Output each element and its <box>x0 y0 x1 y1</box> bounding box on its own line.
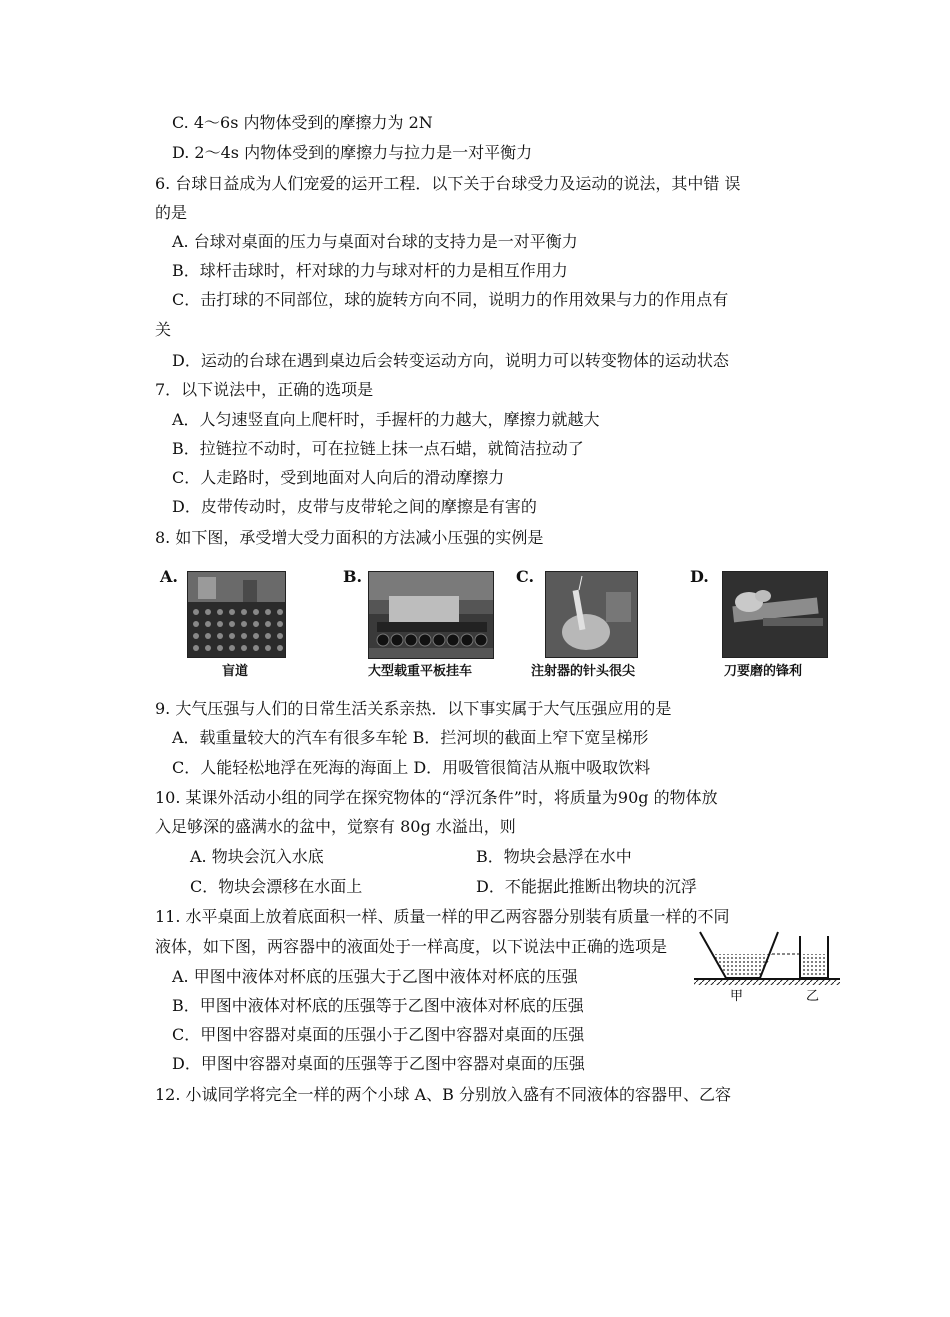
q7-option-b: B．拉链拉不动时，可在拉链上抹一点石蜡，就简洁拉动了 <box>172 439 584 458</box>
q6-option-b: B．球杆击球时，杆对球的力与球对杆的力是相互作用力 <box>172 261 568 280</box>
q11-option-a: A. 甲图中液体对杯底的压强大于乙图中液体对杯底的压强 <box>172 967 578 986</box>
q7-option-d: D．皮带传动时，皮带与皮带轮之间的摩擦是有害的 <box>172 497 537 516</box>
q8-option-a-caption: 盲道 <box>222 664 249 679</box>
q11-option-c: C．甲图中容器对桌面的压强小于乙图中容器对桌面的压强 <box>172 1025 585 1044</box>
q11-stem-line1: 11. 水平桌面上放着底面积一样、质量一样的甲乙两容器分别装有质量一样的不同 <box>155 907 730 926</box>
q5-option-d: D. 2～4s 内物体受到的摩擦力与拉力是一对平衡力 <box>172 143 533 162</box>
containers-diagram <box>690 928 842 1006</box>
q6-stem-line2: 的是 <box>155 203 188 222</box>
q8-option-b-letter: B. <box>343 567 363 586</box>
q6-option-c-line2: 关 <box>155 320 172 339</box>
q9-options-cd: C．人能轻松地浮在死海的海面上 D．用吸管很简洁从瓶中吸取饮料 <box>172 758 651 777</box>
q9-stem: 9. 大气压强与人们的日常生活关系亲热．以下事实属于大气压强应用的是 <box>155 699 672 718</box>
q9-options-ab: A．载重量较大的汽车有很多车轮 B．拦河坝的截面上窄下宽呈梯形 <box>172 728 649 747</box>
q10-option-a: A. 物块会沉入水底 <box>190 847 324 866</box>
q6-stem-line1: 6. 台球日益成为人们宠爱的运开工程．以下关于台球受力及运动的说法，其中错 误 <box>155 174 741 193</box>
q10-option-c: C．物块会漂移在水面上 <box>190 877 363 896</box>
q11-option-d: D．甲图中容器对桌面的压强等于乙图中容器对桌面的压强 <box>172 1054 585 1073</box>
container-jia-liquid <box>712 954 772 978</box>
q10-option-d: D．不能据此推断出物块的沉浮 <box>476 877 697 896</box>
q8-option-c-caption: 注射器的针头很尖 <box>531 664 636 679</box>
q7-option-c: C．人走路时，受到地面对人向后的滑动摩擦力 <box>172 468 505 487</box>
q12-stem: 12. 小诚同学将完全一样的两个小球 A、B 分别放入盛有不同液体的容器甲、乙容 <box>155 1085 732 1104</box>
q10-stem-line1: 10. 某课外活动小组的同学在探究物体的“浮沉条件”时，将质量为90g 的物体放 <box>155 788 718 807</box>
label-yi: 乙 <box>806 989 820 1004</box>
q8-option-c-letter: C. <box>516 567 535 586</box>
q6-option-a: A. 台球对桌面的压力与桌面对台球的支持力是一对平衡力 <box>172 232 578 251</box>
syringe-photo <box>545 571 638 658</box>
q8-option-a-letter: A. <box>160 567 178 586</box>
tactile-paving-photo <box>187 571 286 658</box>
q10-stem-line2: 入足够深的盛满水的盆中，觉察有 80g 水溢出，则 <box>155 817 516 836</box>
q6-option-d: D．运动的台球在遇到桌边后会转变运动方向，说明力可以转变物体的运动状态 <box>172 351 729 370</box>
q5-option-c: C. 4～6s 内物体受到的摩擦力为 2N <box>172 113 433 132</box>
q7-stem: 7．以下说法中，正确的选项是 <box>155 380 374 399</box>
q7-option-a: A．人匀速竖直向上爬杆时，手握杆的力越大，摩擦力就越大 <box>172 410 600 429</box>
q6-option-c-line1: C．击打球的不同部位，球的旋转方向不同，说明力的作用效果与力的作用点有 <box>172 290 729 309</box>
q8-option-d-letter: D. <box>690 567 709 586</box>
q11-stem-line2: 液体，如下图，两容器中的液面处于一样高度，以下说法中正确的选项是 <box>155 937 668 956</box>
knife-sharpening-photo <box>722 571 828 658</box>
q8-option-b-caption: 大型载重平板挂车 <box>368 664 473 679</box>
q11-option-b: B．甲图中液体对杯底的压强等于乙图中液体对杯底的压强 <box>172 996 584 1015</box>
q8-option-d-caption: 刀要磨的锋利 <box>724 664 803 679</box>
label-jia: 甲 <box>730 989 744 1004</box>
q10-option-b: B．物块会悬浮在水中 <box>476 847 632 866</box>
table-hatch <box>694 980 840 985</box>
container-yi-liquid <box>800 954 828 978</box>
q8-stem: 8. 如下图，承受增大受力面积的方法减小压强的实例是 <box>155 528 544 547</box>
flatbed-trailer-photo <box>368 571 494 659</box>
